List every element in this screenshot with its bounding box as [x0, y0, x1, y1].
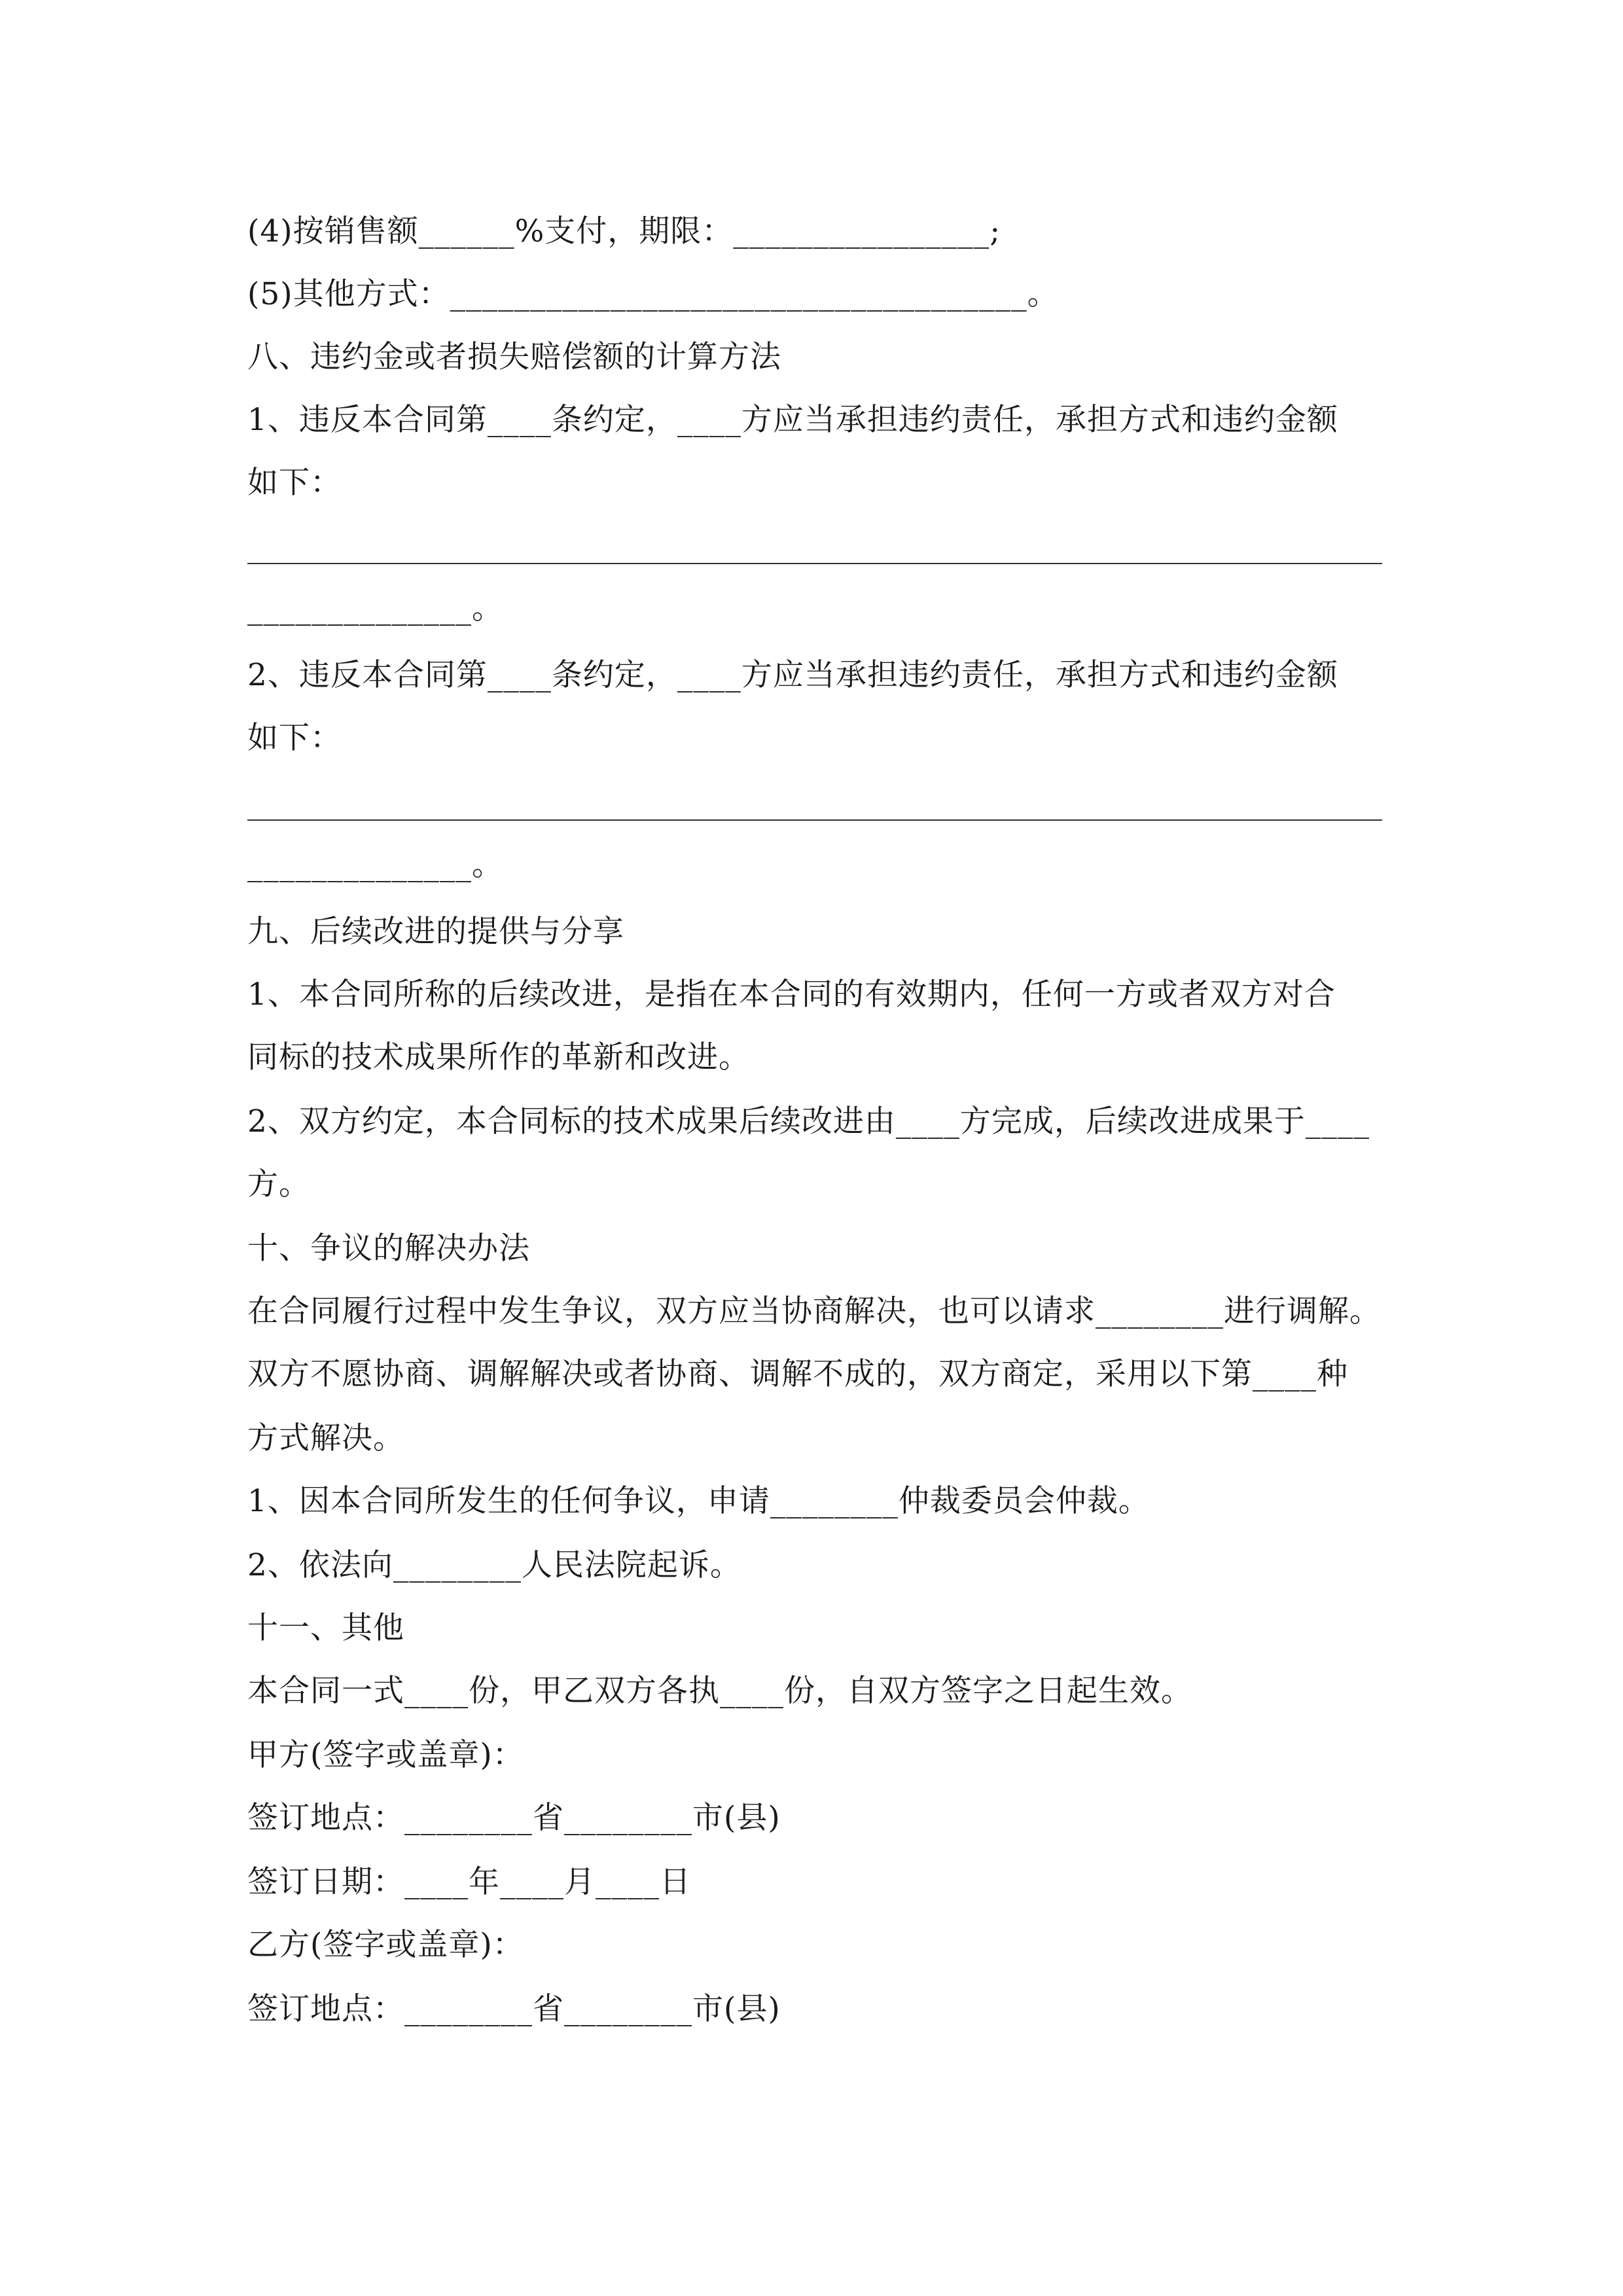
section-10-para-2: 双方不愿协商、调解解决或者协商、调解不成的，双方商定，采用以下第____种	[247, 1356, 1348, 1392]
section-9-clause-2: 2、双方约定，本合同标的技术成果后续改进由____方完成，后续改进成果于____	[247, 1103, 1370, 1139]
section-8-clause-1: 1、违反本合同第____条约定，____方应当承担违约责任，承担方式和违约金额	[247, 402, 1338, 438]
blank-fill-line-1	[247, 563, 1382, 564]
section-9-heading: 九、后续改进的提供与分享	[247, 914, 624, 950]
section-8-clause-2-end: ______________。	[247, 847, 503, 883]
blank-fill-line-2	[247, 819, 1382, 821]
party-a-sign-place: 签订地点：________省________市(县)	[247, 1800, 781, 1836]
section-8-heading: 八、违约金或者损失赔偿额的计算方法	[247, 339, 781, 375]
section-8-clause-2: 2、违反本合同第____条约定，____方应当承担违约责任，承担方式和违约金额	[247, 657, 1338, 693]
party-b-signature: 乙方(签字或盖章)：	[247, 1927, 524, 1963]
party-a-signature: 甲方(签字或盖章)：	[247, 1737, 524, 1773]
section-9-clause-1: 1、本合同所称的后续改进，是指在本合同的有效期内，任何一方或者双方对合	[247, 977, 1336, 1013]
section-8-clause-2-cont: 如下：	[247, 720, 342, 756]
section-10-para-3: 方式解决。	[247, 1420, 404, 1456]
section-10-clause-2: 2、依法向________人民法院起诉。	[247, 1547, 741, 1583]
section-9-clause-2-cont: 方。	[247, 1166, 310, 1202]
payment-method-4: (4)按销售额______%支付，期限：________________;	[247, 213, 1001, 249]
section-11-heading: 十一、其他	[247, 1610, 404, 1646]
party-b-sign-place: 签订地点：________省________市(县)	[247, 1991, 781, 2027]
section-8-clause-1-cont: 如下：	[247, 465, 342, 501]
section-11-para: 本合同一式____份，甲乙双方各执____份，自双方签字之日起生效。	[247, 1673, 1192, 1709]
payment-method-5: (5)其他方式：____________________________________。	[247, 276, 1059, 312]
section-10-heading: 十、争议的解决办法	[247, 1230, 530, 1266]
section-8-clause-1-end: ______________。	[247, 590, 503, 626]
section-9-clause-1-cont: 同标的技术成果所作的革新和改进。	[247, 1039, 750, 1075]
section-10-para-1: 在合同履行过程中发生争议，双方应当协商解决，也可以请求________进行调解。	[247, 1293, 1381, 1329]
section-10-clause-1: 1、因本合同所发生的任何争议，申请________仲裁委员会仲裁。	[247, 1483, 1150, 1519]
party-a-sign-date: 签订日期：____年____月____日	[247, 1864, 691, 1900]
